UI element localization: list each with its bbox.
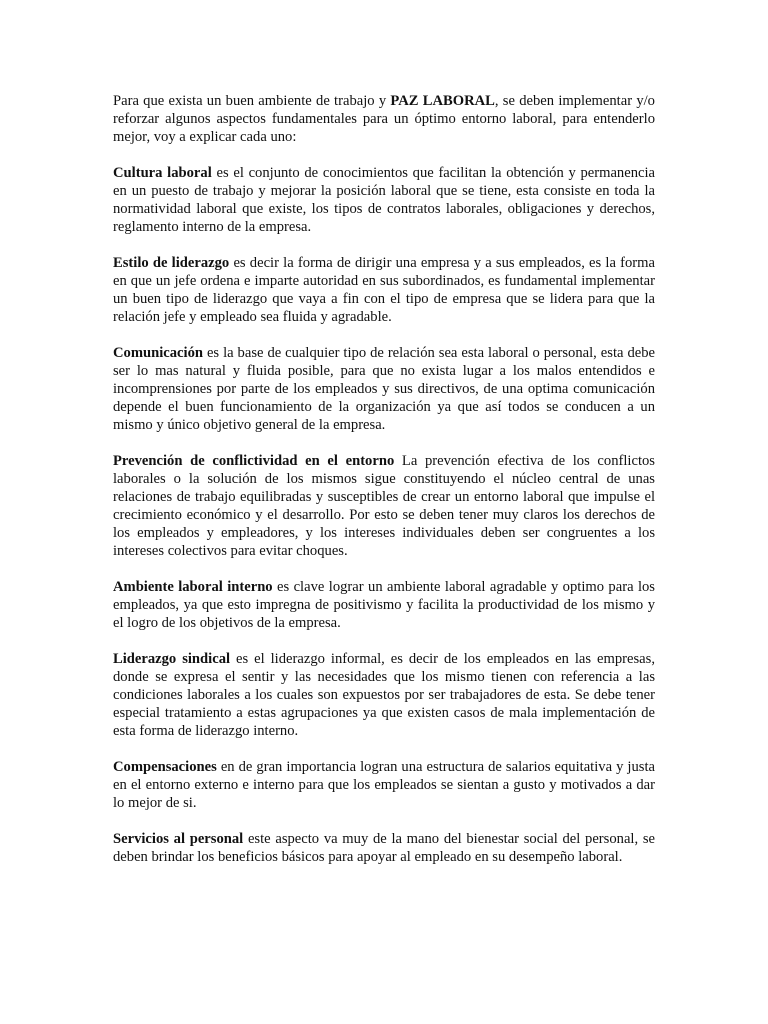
section-text: es la base de cualquier tipo de relación sea esta laboral o personal, esta debe ser lo mas natural y fluida posible, para que no exista lugar a los malos entendidos e incomprensiones por parte de los empleados y sus directivos, de una optima comunicación depende el buen funcionamiento de la organización ya que así todos se conducen a un mismo y único objetivo general de la empresa.	[113, 345, 655, 433]
section-text: en de gran importancia logran una estructura de salarios equitativa y justa en el entorno externo e interno para que los empleados se sientan a gusto y motivados a dar lo mejor de si.	[113, 759, 655, 811]
section-text: es el conjunto de conocimientos que facilitan la obtención y permanencia en un puesto de trabajo y mejorar la posición laboral que se tiene, esta consiste en toda la normatividad laboral que existe, los tipos de contratos laborales, obligaciones y derechos, reglamento interno de la empresa.	[113, 165, 656, 235]
section-heading: Servicios al personal	[113, 831, 244, 847]
section-heading: Cultura laboral	[113, 165, 212, 181]
section-text: es clave lograr un ambiente laboral agradable y optimo para los empleados, ya que esto impregna de positivismo y facilita la productividad de los mismo y el logro de los objetivos de la empresa.	[113, 579, 655, 631]
section-text: es decir la forma de dirigir una empresa y a sus empleados, es la forma en que un jefe ordena e imparte autoridad en sus subordinados, es fundamental implementar un buen tipo de liderazgo que vaya a fin con el tipo de empresa que se lidera para que la relación jefe y empleado sea fluida y agradable.	[113, 255, 655, 325]
intro-paragraph	[113, 92, 655, 146]
section-paragraph	[113, 758, 655, 812]
section-heading: Estilo de liderazgo	[113, 255, 230, 271]
section-heading: Compensaciones	[113, 759, 217, 775]
section-heading: Ambiente laboral interno	[113, 579, 273, 595]
section-text: es el liderazgo informal, es decir de los empleados en las empresas, donde se expresa el sentir y las necesidades que los mismo tienen con referencia a las condiciones laborales a los cuales son expuestos por ser trabajadores de esta. Se debe tener especial tratamiento a estas agrupaciones ya que existen casos de mala implementación de esta forma de liderazgo interno.	[113, 651, 655, 739]
intro-text-start: Para que exista un buen ambiente de trabajo y	[113, 93, 391, 109]
section-paragraph	[113, 452, 655, 560]
section-paragraph	[113, 830, 655, 866]
section-heading: Comunicación	[113, 345, 203, 361]
section-paragraph	[113, 254, 655, 326]
intro-text-end: , se deben implementar y/o reforzar algunos aspectos fundamentales para un óptimo entorno laboral, para entenderlo mejor, voy a explicar cada uno:	[113, 93, 655, 145]
intro-bold-term: PAZ LABORAL	[390, 93, 495, 109]
section-paragraph	[113, 164, 655, 236]
section-paragraph	[113, 650, 655, 740]
section-heading: Liderazgo sindical	[113, 651, 231, 667]
section-paragraph	[113, 344, 655, 434]
section-text: este aspecto va muy de la mano del bienestar social del personal, se deben brindar los beneficios básicos para apoyar al empleado en su desempeño laboral.	[113, 831, 655, 865]
section-heading: Prevención de conflictividad en el entorno	[113, 453, 395, 469]
document-body	[113, 92, 655, 884]
section-paragraph	[113, 578, 655, 632]
section-text: La prevención efectiva de los conflictos laborales o la solución de los mismos sigue constituyendo el núcleo central de unas relaciones de trabajo equilibradas y susceptibles de crear un entorno laboral que impulse el crecimiento económico y el desarrollo. Por esto se deben tener muy claros los derechos de los empleados y empleadores, y los intereses individuales deben ser congruentes a los intereses colectivos para evitar choques.	[113, 453, 655, 559]
